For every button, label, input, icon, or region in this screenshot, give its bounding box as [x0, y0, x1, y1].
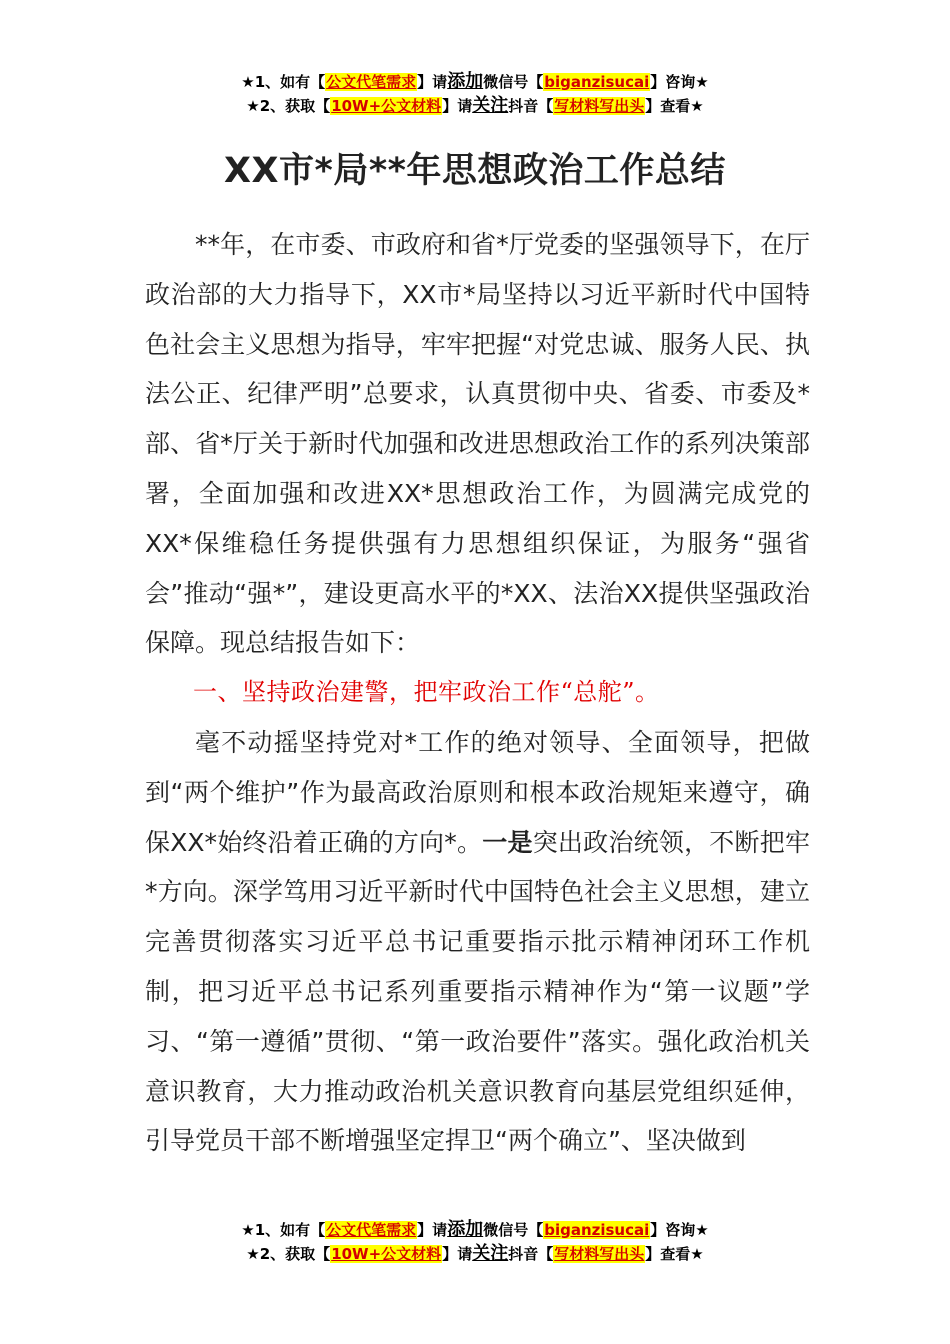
banner-text: 抖音【	[508, 1245, 554, 1263]
highlight-service: 公文代笔需求	[326, 1221, 417, 1239]
banner-text: 微信号【	[483, 1221, 544, 1239]
document-title: XX市*局**年思想政治工作总结	[224, 151, 726, 191]
banner-emphasis: 添加	[447, 1219, 484, 1240]
banner-text: 】请	[442, 97, 473, 115]
footer-banner	[0, 1218, 950, 1266]
banner-text: ★2、获取【	[246, 97, 331, 115]
banner-emphasis: 关注	[472, 1243, 509, 1264]
banner-line-2	[0, 1242, 950, 1266]
banner-text: 】请	[417, 1221, 448, 1239]
highlight-douyin-account: 写材料写出头	[554, 1245, 645, 1263]
banner-line-2	[0, 94, 950, 118]
banner-text: 】查看★	[645, 97, 704, 115]
document-body	[145, 220, 810, 1166]
banner-text: 】查看★	[645, 1245, 704, 1263]
header-banner	[0, 70, 950, 118]
highlight-wechat-id: biganzisucai	[544, 73, 650, 91]
highlight-materials: 10W+公文材料	[331, 97, 442, 115]
highlight-douyin-account: 写材料写出头	[554, 97, 645, 115]
highlight-materials: 10W+公文材料	[331, 1245, 442, 1263]
banner-emphasis: 关注	[472, 95, 509, 116]
intro-paragraph: **年，在市委、市政府和省*厅党委的坚强领导下，在厅政治部的大力指导下，XX市*局坚持以习近平新时代中国特色社会主义思想为指导，牢牢把握“对党忠诚、服务人民、执法公正、纪律严明”总要求，认真贯彻中央、省委、市委及*部、省*厅关于新时代加强和改进思想政治工作的系列决策部署，全面加强和改进XX*思想政治工作，为圆满完成党的XX*保维稳任务提供强有力思想组织保证，为服务“强省会”推动“强*”，建设更高水平的*XX、法治XX提供坚强政治保障。现总结报告如下：	[145, 230, 810, 658]
section-heading-1: 一、坚持政治建警，把牢政治工作“总舵”。	[193, 678, 660, 707]
banner-text: ★2、获取【	[246, 1245, 331, 1263]
point-marker: 一是	[482, 827, 533, 857]
banner-text: 抖音【	[508, 97, 554, 115]
banner-text: ★1、如有【	[241, 73, 326, 91]
banner-text: 】咨询★	[650, 73, 709, 91]
paragraph-text: 突出政治统领，不断把牢*方向。深学笃用习近平新时代中国特色社会主义思想，建立完善贯彻落实习近平总书记重要指示批示精神闭环工作机制，把习近平总书记系列重要指示精神作为“第一议题”学习、“第一遵循”贯彻、“第一政治要件”落实。强化政治机关意识教育，大力推动政治机关意识教育向基层党组织延伸，引导党员干部不断增强坚定捍卫“两个确立”、坚决做到	[145, 827, 810, 1156]
highlight-wechat-id: biganzisucai	[544, 1221, 650, 1239]
banner-emphasis: 添加	[447, 71, 484, 92]
body-paragraph	[145, 718, 810, 1166]
banner-text: ★1、如有【	[241, 1221, 326, 1239]
banner-text: 微信号【	[483, 73, 544, 91]
banner-text: 】咨询★	[650, 1221, 709, 1239]
paragraph-text: 毫不动摇坚持党对*工作的绝对领导、全面领导，把做到“两个维护”作为最高政治原则和根本政治规矩来遵守，确保XX*始终沿着正确的方向*。	[145, 727, 810, 857]
banner-line-1	[0, 1218, 950, 1242]
banner-line-1	[0, 70, 950, 94]
highlight-service: 公文代笔需求	[326, 73, 417, 91]
banner-text: 】请	[442, 1245, 473, 1263]
banner-text: 】请	[417, 73, 448, 91]
